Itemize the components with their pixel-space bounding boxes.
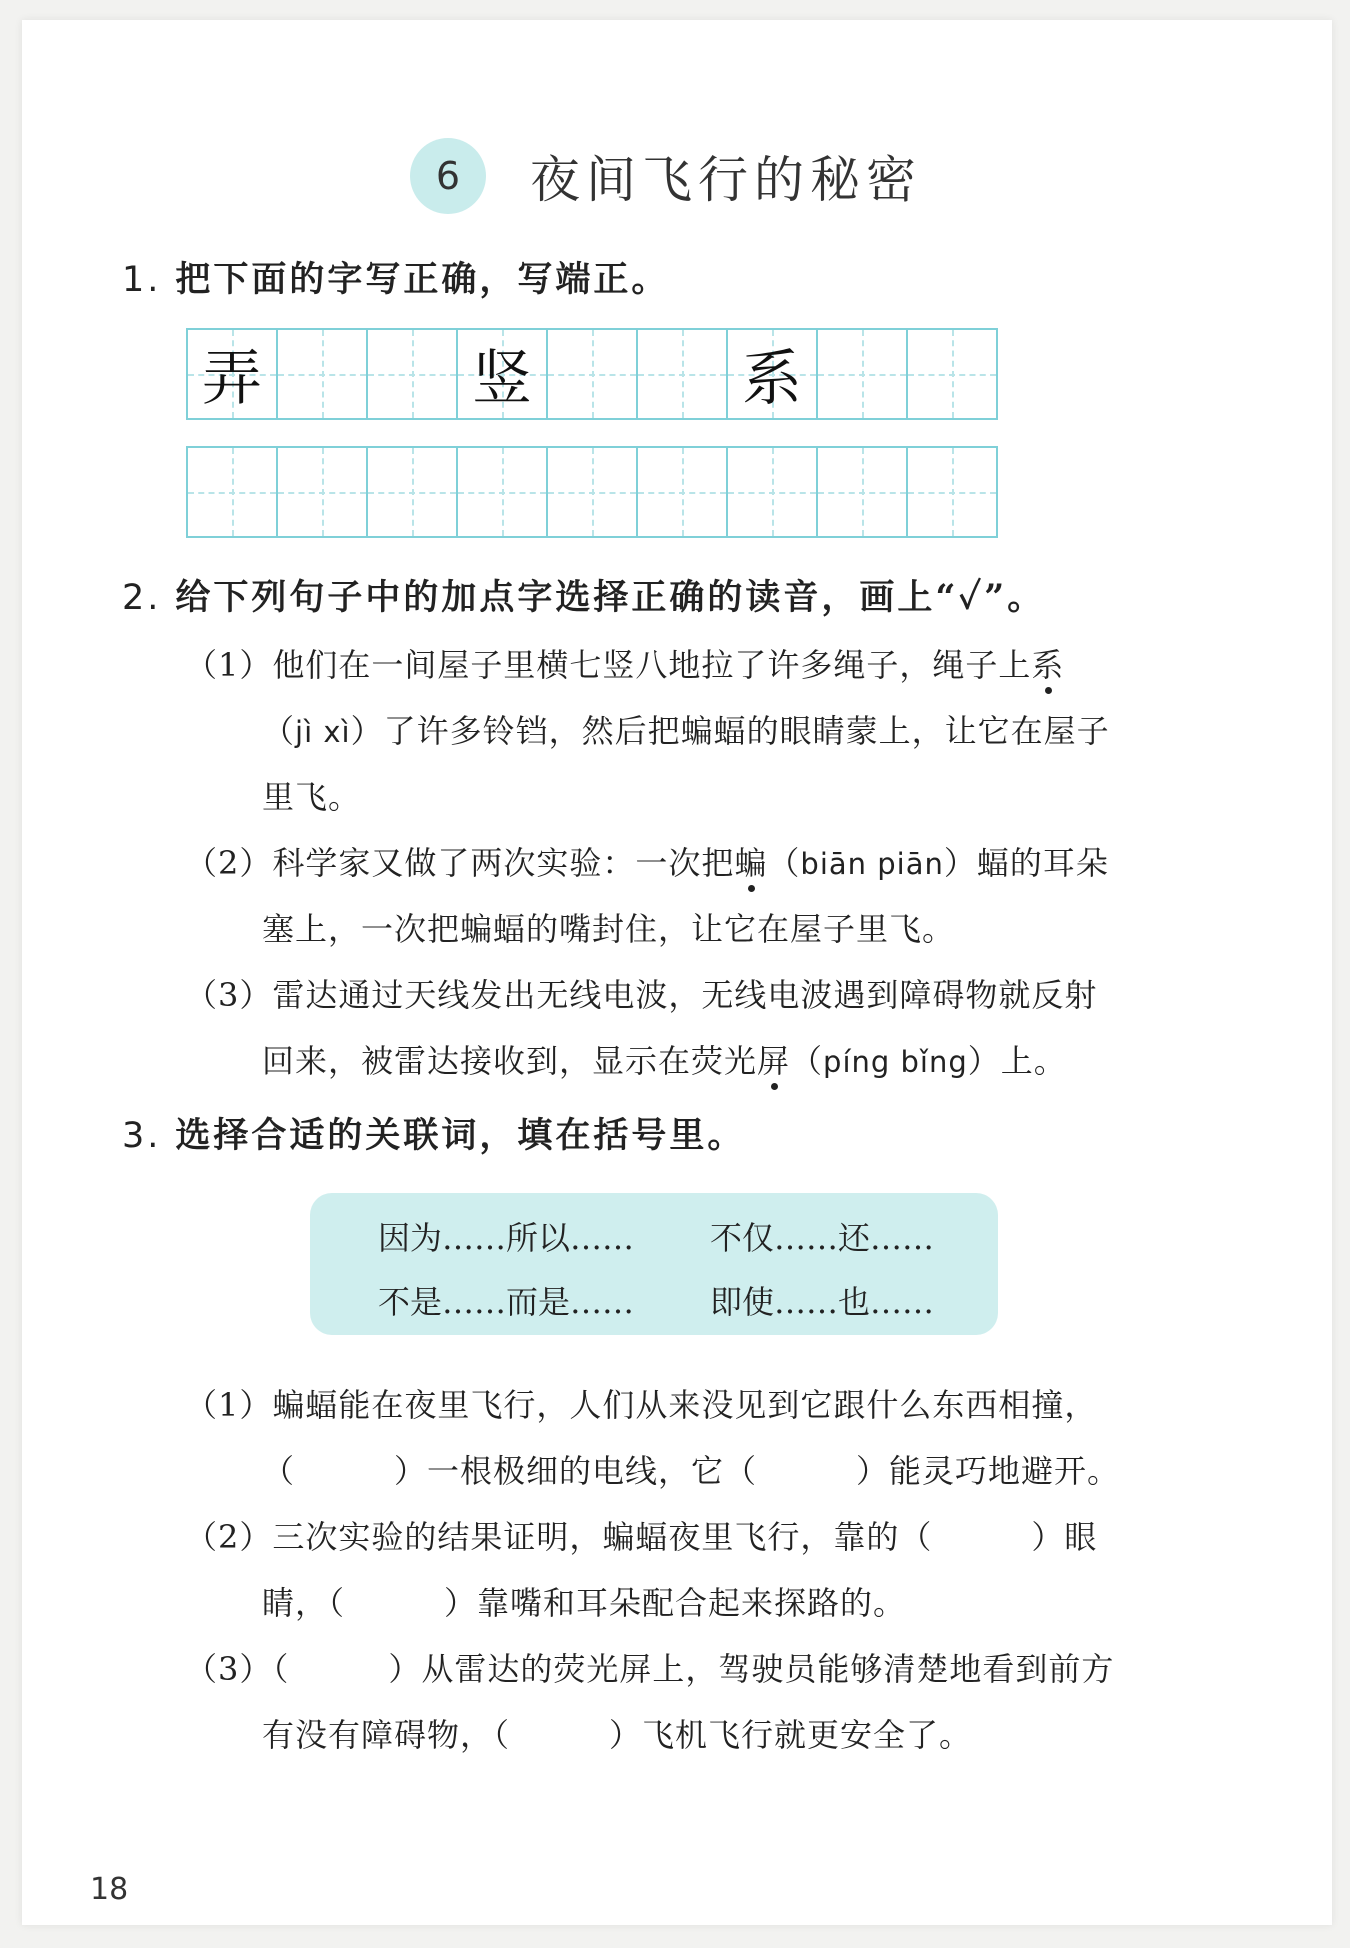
writing-cell[interactable] xyxy=(638,330,728,418)
question-number: 3. xyxy=(122,1116,162,1156)
writing-cell[interactable] xyxy=(818,330,908,418)
q2-item-2-line-1 xyxy=(185,838,1109,884)
item-label: （2） xyxy=(185,844,273,882)
sentence-text: ）蝠的耳朵 xyxy=(943,844,1109,882)
sentence-text[interactable]: 三次实验的结果证明，蝙蝠夜里飞行，靠的（ ）眼 xyxy=(272,1518,1098,1556)
pinyin-options[interactable]: píng bǐng xyxy=(823,1045,968,1079)
model-character: 竖 xyxy=(472,344,532,414)
sentence-text: 蝙蝠能在夜里飞行，人们从来没见到它跟什么东西相撞， xyxy=(272,1386,1098,1424)
writing-grid-row-1 xyxy=(186,328,998,420)
writing-cell[interactable] xyxy=(908,330,996,418)
writing-cell[interactable] xyxy=(728,330,818,418)
writing-cell[interactable] xyxy=(638,448,728,536)
pinyin-options[interactable]: jì xì xyxy=(295,715,351,749)
writing-cell[interactable] xyxy=(818,448,908,536)
word-option: 不仅……还…… xyxy=(710,1219,935,1257)
dotted-character: 屏 xyxy=(757,1042,791,1080)
paren-open: （ xyxy=(262,712,296,750)
question-instruction: 给下列句子中的加点字选择正确的读音，画上“✓”。 xyxy=(175,577,1046,618)
writing-cell[interactable] xyxy=(458,448,548,536)
item-label: （3） xyxy=(185,976,273,1014)
writing-grid-row-2 xyxy=(186,446,998,538)
item-label: （2） xyxy=(185,1518,273,1556)
question-instruction: 把下面的字写正确，写端正。 xyxy=(175,259,670,300)
pinyin-options[interactable]: biān piān xyxy=(800,847,944,881)
lesson-header xyxy=(410,136,922,216)
writing-cell[interactable] xyxy=(728,448,818,536)
question-number: 1. xyxy=(122,260,162,300)
word-option: 因为……所以…… xyxy=(378,1219,635,1257)
sentence-text[interactable]: （ ）从雷达的荧光屏上，驾驶员能够清楚地看到前方 xyxy=(272,1650,1115,1688)
q2-item-3-line-2 xyxy=(262,1036,1067,1082)
conjunction-word-bank xyxy=(310,1193,998,1335)
item-label: （1） xyxy=(185,1386,273,1424)
word-option: 即使……也…… xyxy=(710,1283,935,1321)
q3-item-1-line-2[interactable]: （ ）一根极细的电线，它（ ）能灵巧地避开。 xyxy=(262,1452,1121,1490)
writing-cell[interactable] xyxy=(458,330,548,418)
question-instruction: 选择合适的关联词，填在括号里。 xyxy=(175,1115,746,1156)
question-2-title xyxy=(122,570,1045,620)
writing-cell[interactable] xyxy=(908,448,996,536)
lesson-number-badge: 6 xyxy=(410,138,486,214)
writing-cell[interactable] xyxy=(188,330,278,418)
paren-open: （ xyxy=(767,844,801,882)
item-label: （1） xyxy=(185,646,273,684)
q2-item-2-line-2: 塞上，一次把蝙蝠的嘴封住，让它在屋子里飞。 xyxy=(262,910,956,948)
sentence-text: ）上。 xyxy=(967,1042,1067,1080)
q3-item-1-line-1 xyxy=(185,1380,1097,1426)
q2-item-1-line-2 xyxy=(262,706,1110,752)
sentence-text: 雷达通过天线发出无线电波，无线电波遇到障碍物就反射 xyxy=(272,976,1098,1014)
paren-open: （ xyxy=(790,1042,824,1080)
lesson-title: 夜间飞行的秘密 xyxy=(530,151,922,209)
writing-cell[interactable] xyxy=(278,448,368,536)
writing-cell[interactable] xyxy=(278,330,368,418)
dotted-character: 系 xyxy=(1031,646,1065,684)
sentence-text: 回来，被雷达接收到，显示在荧光 xyxy=(262,1042,758,1080)
sentence-text: 他们在一间屋子里横七竖八地拉了许多绳子，绳子上 xyxy=(272,646,1032,684)
writing-cell[interactable] xyxy=(548,330,638,418)
question-number: 2. xyxy=(122,578,162,618)
q2-item-1-line-3: 里飞。 xyxy=(262,778,362,816)
word-option: 不是……而是…… xyxy=(378,1283,635,1321)
writing-cell[interactable] xyxy=(188,448,278,536)
item-label: （3） xyxy=(185,1650,273,1688)
writing-cell[interactable] xyxy=(548,448,638,536)
writing-cell[interactable] xyxy=(368,448,458,536)
q3-item-2-line-2[interactable]: 睛，（ ）靠嘴和耳朵配合起来探路的。 xyxy=(262,1584,907,1622)
question-1-title xyxy=(122,252,669,302)
writing-cell[interactable] xyxy=(368,330,458,418)
q3-item-3-line-2[interactable]: 有没有障碍物，（ ）飞机飞行就更安全了。 xyxy=(262,1716,973,1754)
sentence-text: 科学家又做了两次实验：一次把 xyxy=(272,844,735,882)
model-character: 弄 xyxy=(202,344,262,414)
sentence-text: ）了许多铃铛，然后把蝙蝠的眼睛蒙上，让它在屋子 xyxy=(350,712,1110,750)
q3-item-3-line-1 xyxy=(185,1644,1114,1690)
q3-item-2-line-1 xyxy=(185,1512,1097,1558)
dotted-character: 蝙 xyxy=(734,844,768,882)
q2-item-1-line-1 xyxy=(185,640,1064,686)
model-character: 系 xyxy=(742,344,802,414)
question-3-title xyxy=(122,1108,745,1158)
q2-item-3-line-1 xyxy=(185,970,1097,1016)
page-number: 18 xyxy=(90,1872,129,1907)
